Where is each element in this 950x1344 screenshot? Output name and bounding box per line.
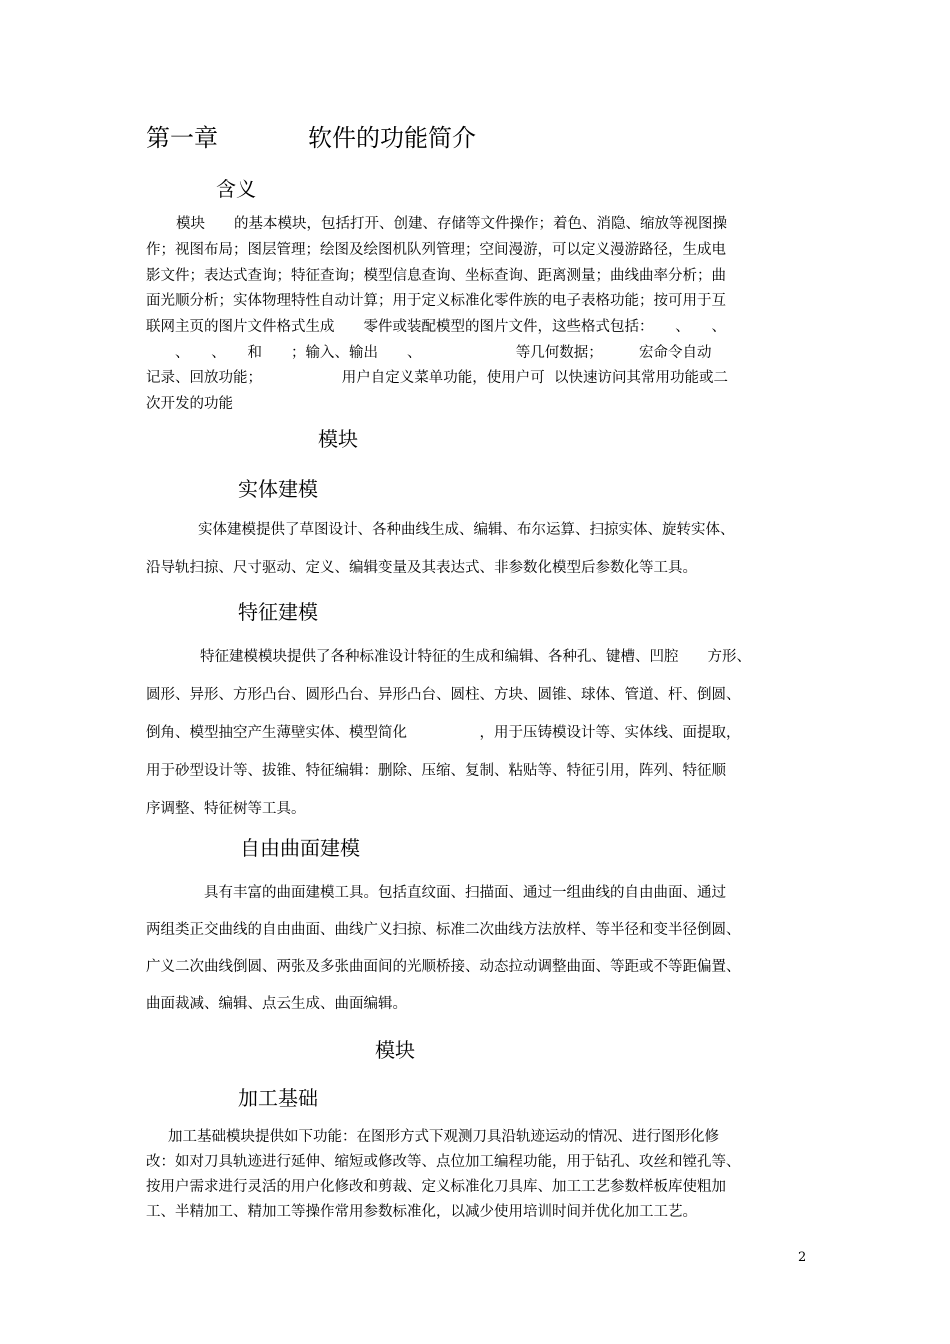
paragraph-line: 作；视图布局；图层管理；绘图及绘图机队列管理；空间漫游，可以定义漫游路径，生成电	[146, 242, 726, 258]
paragraph-line: 面光顺分析；实体物理特性自动计算；用于定义标准化零件族的电子表格功能；按可用于互	[146, 293, 726, 309]
section-heading-solid-modeling: 实体建模	[238, 477, 318, 501]
paragraph-line: 工、半精加工、精加工等操作常用参数标准化，以减少使用培训时间并优化加工工艺。	[146, 1204, 697, 1220]
section-heading-feature-modeling: 特征建模	[238, 600, 318, 624]
paragraph-line: 次开发的功能	[146, 396, 233, 412]
solid-modeling-paragraph	[146, 519, 816, 589]
page-number: 2	[798, 1250, 807, 1265]
section-heading-meaning: 含义	[216, 177, 256, 201]
paragraph-line: 、 、 和 ；输入、输出 、 等几何数据； 宏命令自动	[146, 345, 712, 361]
section-heading-machining-basics: 加工基础	[238, 1086, 318, 1110]
section-heading-freeform-surface: 自由曲面建模	[240, 836, 360, 860]
paragraph-line: 具有丰富的曲面建模工具。包括直纹面、扫描面、通过一组曲线的自由曲面、通过	[204, 885, 726, 901]
paragraph-line: 特征建模模块提供了各种标准设计特征的生成和编辑、各种孔、键槽、凹腔 方形、	[200, 649, 751, 665]
paragraph-line: 曲面裁减、编辑、点云生成、曲面编辑。	[146, 996, 407, 1012]
paragraph-line: 两组类正交曲线的自由曲面、曲线广义扫掠、标准二次曲线方法放样、等半径和变半径倒圆、	[146, 922, 741, 938]
paragraph-line: 按用户需求进行灵活的用户化修改和剪裁、定义标准化刀具库、加工工艺参数样板库使粗加	[146, 1179, 726, 1195]
chapter-number: 第一章	[146, 124, 218, 152]
paragraph-line: 影文件；表达式查询；特征查询；模型信息查询、坐标查询、距离测量；曲线曲率分析；曲	[146, 268, 726, 284]
chapter-title: 软件的功能简介	[308, 124, 476, 152]
paragraph-line: 记录、回放功能； 用户自定义菜单功能，使用户可 以快速访问其常用功能或二	[146, 370, 728, 386]
meaning-paragraph	[146, 213, 816, 413]
section-heading-module: 模块	[318, 427, 358, 451]
machining-basics-paragraph	[146, 1126, 816, 1226]
paragraph-line: 加工基础模块提供如下功能：在图形方式下观测刀具沿轨迹运动的情况、进行图形化修	[168, 1129, 719, 1145]
paragraph-line: 沿导轨扫掠、尺寸驱动、定义、编辑变量及其表达式、非参数化模型后参数化等工具。	[146, 560, 697, 576]
section-heading-module-cam: 模块	[375, 1038, 415, 1062]
paragraph-line: 用于砂型设计等、拔锥、特征编辑：删除、压缩、复制、粘贴等、特征引用，阵列、特征顺	[146, 763, 726, 779]
paragraph-line: 实体建模提供了草图设计、各种曲线生成、编辑、布尔运算、扫掠实体、旋转实体、	[198, 522, 735, 538]
paragraph-line: 模块 的基本模块，包括打开、创建、存储等文件操作；着色、消隐、缩放等视图操	[176, 216, 727, 232]
paragraph-line: 序调整、特征树等工具。	[146, 801, 306, 817]
freeform-surface-paragraph	[146, 882, 816, 1022]
paragraph-line: 改：如对刀具轨迹进行延伸、缩短或修改等、点位加工编程功能，用于钻孔、攻丝和镗孔等、	[146, 1154, 741, 1170]
paragraph-line: 圆形、异形、方形凸台、圆形凸台、异形凸台、圆柱、方块、圆锥、球体、管道、杆、倒圆、	[146, 687, 741, 703]
paragraph-line: 联网主页的图片文件格式生成 零件或装配模型的图片文件，这些格式包括： 、 、	[146, 319, 726, 335]
paragraph-line: 广义二次曲线倒圆、两张及多张曲面间的光顺桥接、动态拉动调整曲面、等距或不等距偏置、	[146, 959, 741, 975]
feature-modeling-paragraph	[146, 646, 816, 826]
paragraph-line: 倒角、模型抽空产生薄壁实体、模型简化 ，用于压铸模设计等、实体线、面提取，	[146, 725, 741, 741]
